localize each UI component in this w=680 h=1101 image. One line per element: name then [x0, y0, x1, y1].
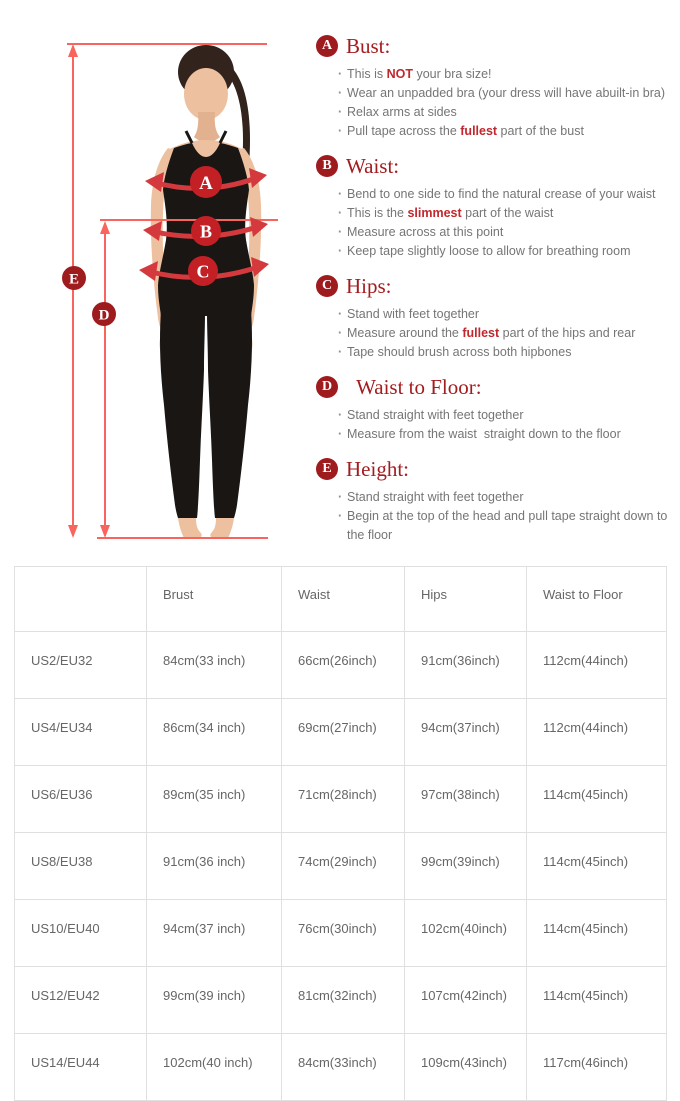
- measurement-cell: 109cm(43inch): [405, 1034, 527, 1101]
- highlighted-word: fullest: [460, 124, 498, 138]
- waist-badge-letter: B: [199, 221, 213, 242]
- instruction-bullet: [338, 65, 674, 84]
- table-row: [15, 632, 667, 699]
- instruction-bullet: [338, 425, 674, 444]
- bullet-text: This is: [347, 67, 387, 81]
- section-bullets: [316, 65, 674, 141]
- bullet-text: Tape should brush across both hipbones: [347, 345, 572, 359]
- section-letter-badge: B: [316, 155, 338, 177]
- instruction-bullet: [338, 488, 674, 507]
- bullet-text: This is the: [347, 206, 408, 220]
- measurement-cell: 74cm(29inch): [282, 833, 405, 900]
- highlighted-word: slimmest: [407, 206, 462, 220]
- waist-badge: [191, 216, 221, 246]
- measurement-cell: 97cm(38inch): [405, 766, 527, 833]
- measurement-cell: 66cm(26inch): [282, 632, 405, 699]
- bust-badge-letter: A: [199, 173, 213, 194]
- section-title-text: Bust:: [346, 34, 391, 58]
- size-chart-table: [14, 566, 667, 1101]
- size-label-cell: US6/EU36: [15, 766, 147, 833]
- size-label-cell: US2/EU32: [15, 632, 147, 699]
- bullet-text: Begin at the top of the head and pull tape straight down to the floor: [347, 509, 668, 542]
- measurement-cell: 84cm(33 inch): [147, 632, 282, 699]
- instruction-bullet: [338, 84, 674, 103]
- section-title-text: Hips:: [346, 274, 392, 298]
- height-badge-letter: E: [68, 271, 80, 288]
- measurement-instructions: [316, 34, 674, 558]
- measurement-cell: 69cm(27inch): [282, 699, 405, 766]
- table-row: [15, 699, 667, 766]
- section-title: [316, 375, 674, 399]
- instruction-bullet: [338, 324, 674, 343]
- size-label-cell: US10/EU40: [15, 900, 147, 967]
- highlighted-word: NOT: [386, 67, 413, 81]
- section-bullets: [316, 488, 674, 545]
- measure-section-a: [316, 34, 674, 141]
- size-chart-header: [15, 567, 667, 632]
- waist-to-floor-badge: [92, 302, 116, 326]
- bullet-text: Stand straight with feet together: [347, 408, 524, 422]
- bullet-text: part of the bust: [497, 124, 584, 138]
- measurement-cell: 112cm(44inch): [527, 699, 667, 766]
- measurement-cell: 91cm(36inch): [405, 632, 527, 699]
- section-letter-badge: A: [316, 35, 338, 57]
- instruction-bullet: [338, 223, 674, 242]
- bullet-text: Stand straight with feet together: [347, 490, 524, 504]
- section-letter-badge: D: [316, 376, 338, 398]
- bullet-text: Relax arms at sides: [347, 105, 457, 119]
- bullet-text: Bend to one side to find the natural crease of your waist: [347, 187, 656, 201]
- instruction-bullet: [338, 185, 674, 204]
- measure-section-b: [316, 154, 674, 261]
- measure-section-c: [316, 274, 674, 362]
- table-row: [15, 1034, 667, 1101]
- measurement-cell: 114cm(45inch): [527, 833, 667, 900]
- hips-badge: [188, 256, 218, 286]
- bullet-text: Measure around the: [347, 326, 463, 340]
- measurement-diagram: [0, 0, 320, 560]
- measurement-cell: 114cm(45inch): [527, 967, 667, 1034]
- measure-section-d: [316, 375, 674, 444]
- section-title: [316, 274, 674, 298]
- highlighted-word: fullest: [462, 326, 500, 340]
- bullet-text: part of the hips and rear: [499, 326, 636, 340]
- section-letter-badge: E: [316, 458, 338, 480]
- measurement-cell: 112cm(44inch): [527, 632, 667, 699]
- size-chart-column-header: Brust: [147, 567, 282, 632]
- instruction-bullet: [338, 103, 674, 122]
- bullet-text: Pull tape across the: [347, 124, 461, 138]
- table-row: [15, 833, 667, 900]
- size-chart-column-header: Hips: [405, 567, 527, 632]
- size-label-cell: US14/EU44: [15, 1034, 147, 1101]
- size-chart-column-header: Waist: [282, 567, 405, 632]
- measurement-cell: 94cm(37 inch): [147, 900, 282, 967]
- measurement-cell: 107cm(42inch): [405, 967, 527, 1034]
- bullet-text: your bra size!: [412, 67, 492, 81]
- instruction-bullet: [338, 242, 674, 261]
- measurement-figure-illustration: [0, 0, 320, 560]
- section-title-text: Waist:: [346, 154, 400, 178]
- instruction-bullet: [338, 305, 674, 324]
- size-label-cell: US8/EU38: [15, 833, 147, 900]
- measure-section-e: [316, 457, 674, 545]
- measurement-cell: 71cm(28inch): [282, 766, 405, 833]
- measurement-cell: 99cm(39 inch): [147, 967, 282, 1034]
- bullet-text: Stand with feet together: [347, 307, 480, 321]
- measurement-cell: 102cm(40 inch): [147, 1034, 282, 1101]
- size-label-cell: US12/EU42: [15, 967, 147, 1034]
- figure-silhouette: [151, 45, 261, 538]
- measurement-cell: 91cm(36 inch): [147, 833, 282, 900]
- instruction-bullet: [338, 343, 674, 362]
- measurement-cell: 84cm(33inch): [282, 1034, 405, 1101]
- waist-to-floor-badge-letter: D: [98, 307, 110, 324]
- size-chart-column-header: Waist to Floor: [527, 567, 667, 632]
- table-row: [15, 900, 667, 967]
- section-title-text: Height:: [346, 457, 409, 481]
- bust-badge: [190, 166, 222, 198]
- bullet-text: part of the waist: [461, 206, 554, 220]
- section-bullets: [316, 305, 674, 362]
- section-letter-badge: C: [316, 275, 338, 297]
- section-bullets: [316, 185, 674, 261]
- section-bullets: [316, 406, 674, 444]
- measurement-cell: 94cm(37inch): [405, 699, 527, 766]
- section-title: [316, 34, 674, 58]
- measurement-cell: 86cm(34 inch): [147, 699, 282, 766]
- measurement-cell: 114cm(45inch): [527, 900, 667, 967]
- instruction-bullet: [338, 507, 674, 545]
- instruction-bullet: [338, 204, 674, 223]
- bullet-text: Wear an unpadded bra (your dress will have abuilt-in bra): [347, 86, 665, 100]
- size-label-cell: US4/EU34: [15, 699, 147, 766]
- section-title: [316, 457, 674, 481]
- measurement-cell: 114cm(45inch): [527, 766, 667, 833]
- instruction-bullet: [338, 122, 674, 141]
- hips-badge-letter: C: [196, 261, 210, 282]
- height-badge: [62, 266, 86, 290]
- section-title-text: Waist to Floor:: [346, 375, 482, 399]
- measurement-cell: 89cm(35 inch): [147, 766, 282, 833]
- bullet-text: Measure from the waist straight down to the floor: [347, 427, 621, 441]
- instruction-bullet: [338, 406, 674, 425]
- measurement-cell: 99cm(39inch): [405, 833, 527, 900]
- bullet-text: Keep tape slightly loose to allow for breathing room: [347, 244, 631, 258]
- section-title: [316, 154, 674, 178]
- measurement-cell: 81cm(32inch): [282, 967, 405, 1034]
- size-chart-column-header: [15, 567, 147, 632]
- measurement-cell: 102cm(40inch): [405, 900, 527, 967]
- measurement-cell: 76cm(30inch): [282, 900, 405, 967]
- table-row: [15, 967, 667, 1034]
- measurement-cell: 117cm(46inch): [527, 1034, 667, 1101]
- table-row: [15, 766, 667, 833]
- bullet-text: Measure across at this point: [347, 225, 504, 239]
